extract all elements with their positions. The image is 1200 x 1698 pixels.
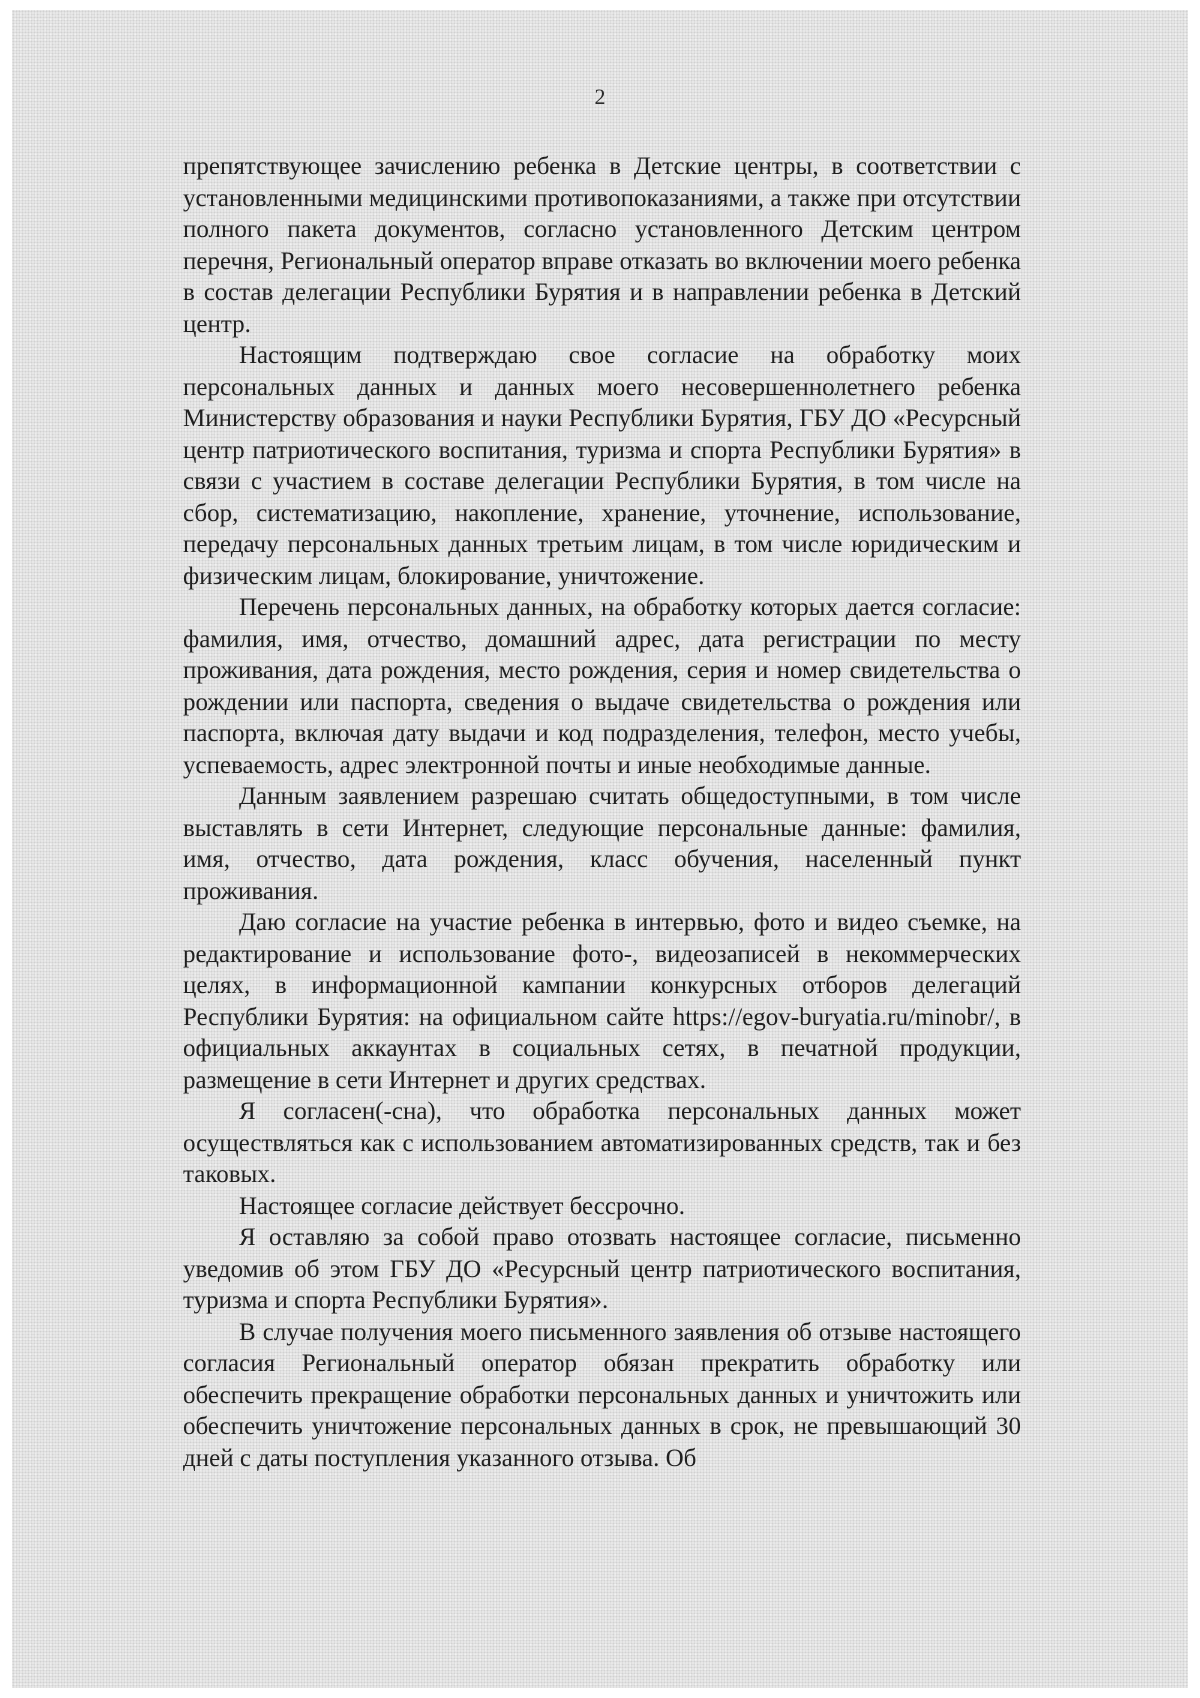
- paragraph-processing-methods: Я согласен(-сна), что обработка персональных данных может осуществляться как с использованием автоматизированных средств, так и без таковых.: [183, 1098, 1021, 1188]
- paragraph-consent: Настоящим подтверждаю свое согласие на обработку моих персональных данных и данных моего несовершеннолетнего ребенка Министерству образования и науки Республики Бурятия, ГБУ ДО «Ресурсный центр патриотического воспитания, туризма и спорта Республики Бурятия» в связи с участием в составе делегации Республики Бурятия, в том числе на сбор, систематизацию, накопление, хранение, уточнение, использование, передачу персональных данных третьим лицам, в том числе юридическим и физическим лицам, блокирование, уничтожение.: [183, 342, 1021, 590]
- paragraph-revocation-right: Я оставляю за собой право отозвать настоящее согласие, письменно уведомив об этом ГБУ ДО «Ресурсный центр патриотического воспитания, туризма и спорта Республики Бурятия».: [183, 1224, 1021, 1314]
- paragraph-continuation: препятствующее зачислению ребенка в Детские центры, в соответствии с установленными медицинскими противопоказаниями, а также при отсутствии полного пакета документов, согласно установленного Детским центром перечня, Региональный оператор вправе отказать во включении моего ребенка в состав делегации Республики Бурятия и в направлении ребенка в Детский центр.: [183, 153, 1021, 338]
- document-body: [183, 151, 1021, 1474]
- paragraph-validity: Настоящее согласие действует бессрочно.: [239, 1192, 685, 1220]
- paragraph-public-data: Данным заявлением разрешаю считать общедоступными, в том числе выставлять в сети Интернет, следующие персональные данные: фамилия, имя, отчество, дата рождения, класс обучения, населенный пункт проживания.: [183, 783, 1021, 905]
- document-page: [12, 10, 1188, 1688]
- paragraph-data-list: Перечень персональных данных, на обработку которых дается согласие: фамилия, имя, отчество, домашний адрес, дата регистрации по месту проживания, дата рождения, место рождения, серия и номер свидетельства о рождении или паспорта, сведения о выдаче свидетельства о рождения или паспорта, включая дату выдачи и код подразделения, телефон, место учебы, успеваемость, адрес электронной почты и иные необходимые данные.: [183, 594, 1021, 779]
- paragraph-revocation-procedure: В случае получения моего письменного заявления об отзыве настоящего согласия Региональный оператор обязан прекратить обработку или обеспечить прекращение обработки персональных данных и уничтожить или обеспечить уничтожение персональных данных в срок, не превышающий 30 дней с даты поступления указанного отзыва. Об: [183, 1318, 1021, 1472]
- page-number: 2: [594, 84, 606, 109]
- paragraph-media-consent: Даю согласие на участие ребенка в интервью, фото и видео съемке, на редактирование и использование фото-, видеозаписей в некоммерческих целях, в информационной кампании конкурсных отборов делегаций Республики Бурятия: на официальном сайте https://egov-buryatia.ru/minobr/, в официальных аккаунтах в социальных сетях, в печатной продукции, размещение в сети Интернет и других средствах.: [183, 909, 1021, 1094]
